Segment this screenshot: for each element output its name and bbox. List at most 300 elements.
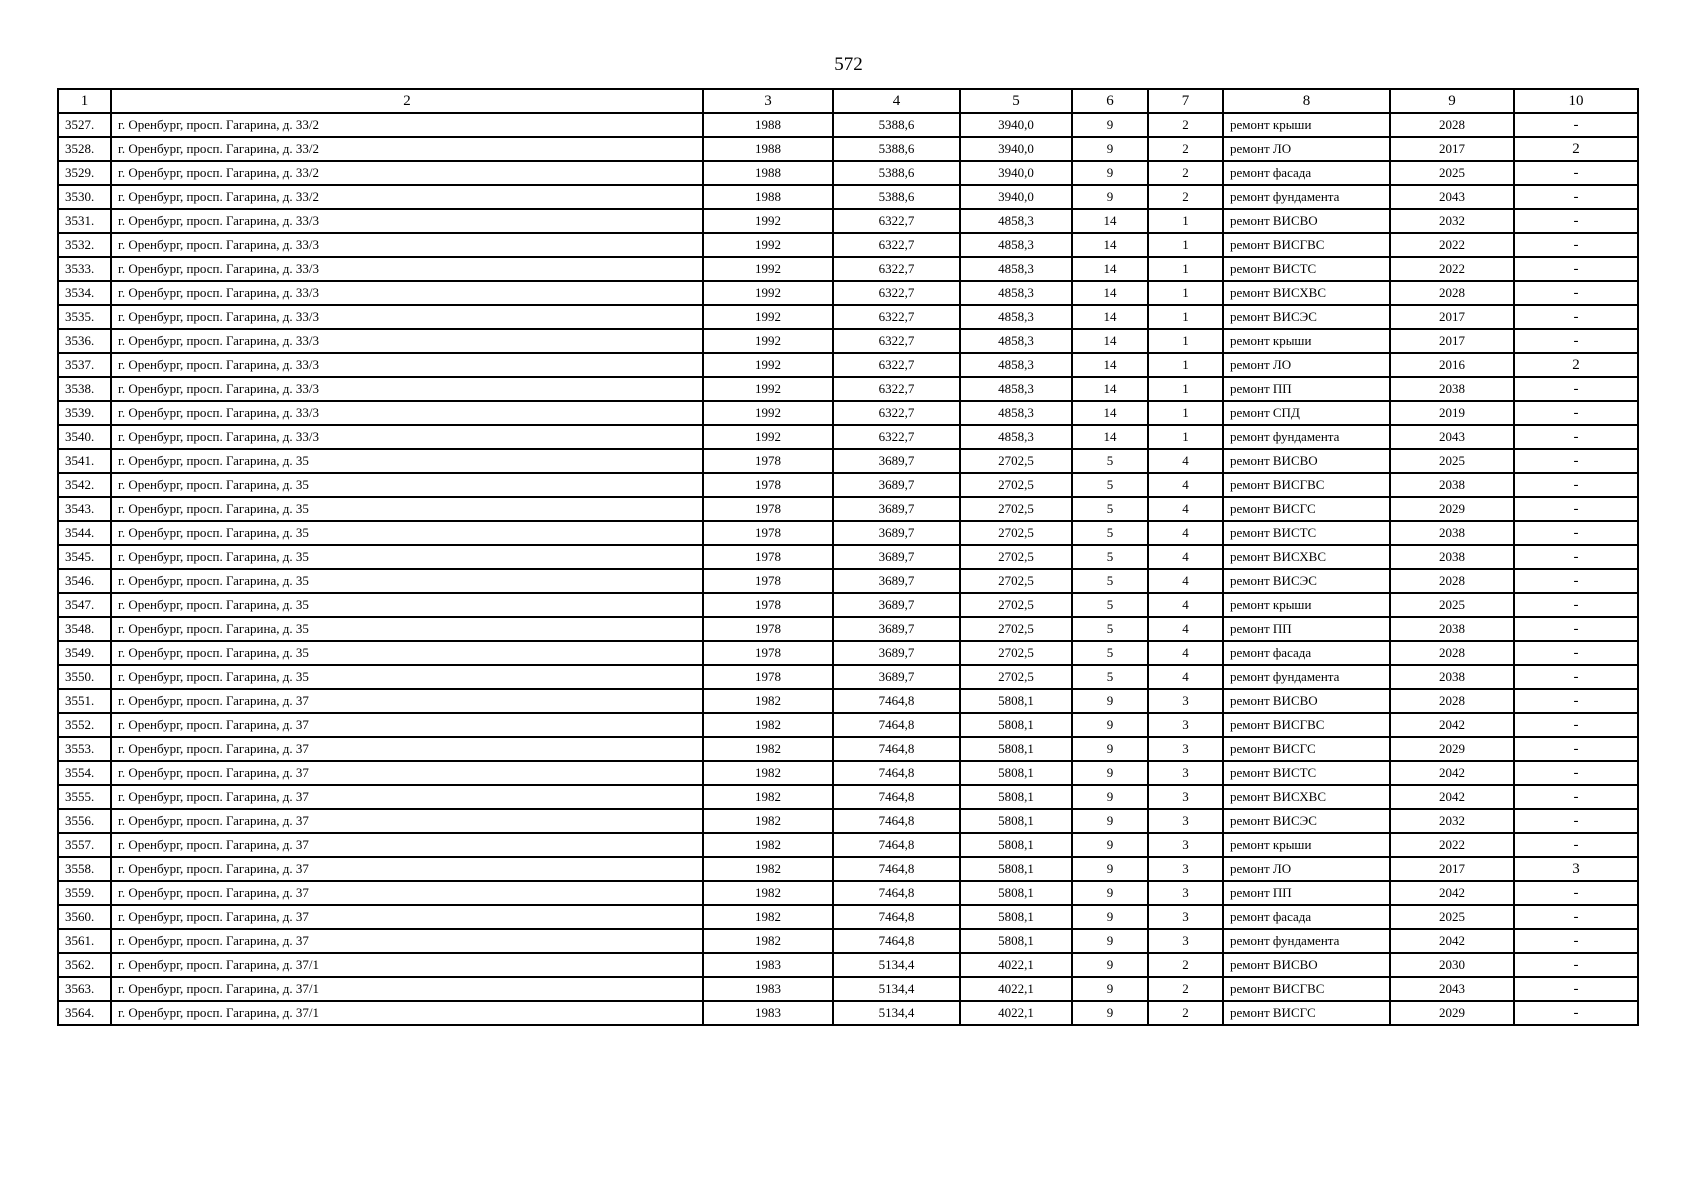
year-cell: 1992 (703, 209, 833, 233)
entrances-cell: 2 (1148, 185, 1223, 209)
table-row (58, 905, 1638, 929)
address-cell: г. Оренбург, просп. Гагарина, д. 35 (111, 497, 703, 521)
living-area-cell: 4022,1 (960, 1001, 1072, 1025)
entrances-cell: 1 (1148, 425, 1223, 449)
address-cell: г. Оренбург, просп. Гагарина, д. 33/3 (111, 353, 703, 377)
row-number-cell: 3560. (58, 905, 111, 929)
table-row (58, 929, 1638, 953)
total-area-cell: 7464,8 (833, 857, 960, 881)
address-cell: г. Оренбург, просп. Гагарина, д. 37/1 (111, 977, 703, 1001)
work-type-cell: ремонт крыши (1223, 833, 1390, 857)
entrances-cell: 3 (1148, 881, 1223, 905)
entrances-cell: 1 (1148, 329, 1223, 353)
floors-cell: 9 (1072, 1001, 1148, 1025)
work-type-cell: ремонт ВИСТС (1223, 761, 1390, 785)
column-10-cell: - (1514, 713, 1638, 737)
work-type-cell: ремонт ВИСХВС (1223, 545, 1390, 569)
living-area-cell: 5808,1 (960, 737, 1072, 761)
planned-year-cell: 2017 (1390, 305, 1514, 329)
column-10-cell: - (1514, 233, 1638, 257)
table-row (58, 329, 1638, 353)
table-row (58, 569, 1638, 593)
address-cell: г. Оренбург, просп. Гагарина, д. 35 (111, 617, 703, 641)
column-10-cell: 3 (1514, 857, 1638, 881)
column-header: 5 (960, 89, 1072, 113)
address-cell: г. Оренбург, просп. Гагарина, д. 33/3 (111, 329, 703, 353)
floors-cell: 14 (1072, 305, 1148, 329)
table-row (58, 593, 1638, 617)
living-area-cell: 4858,3 (960, 425, 1072, 449)
floors-cell: 9 (1072, 689, 1148, 713)
address-cell: г. Оренбург, просп. Гагарина, д. 37 (111, 929, 703, 953)
row-number-cell: 3557. (58, 833, 111, 857)
row-number-cell: 3534. (58, 281, 111, 305)
living-area-cell: 2702,5 (960, 641, 1072, 665)
living-area-cell: 4858,3 (960, 305, 1072, 329)
table-row (58, 401, 1638, 425)
floors-cell: 14 (1072, 281, 1148, 305)
planned-year-cell: 2042 (1390, 785, 1514, 809)
column-header: 6 (1072, 89, 1148, 113)
floors-cell: 14 (1072, 425, 1148, 449)
floors-cell: 9 (1072, 929, 1148, 953)
column-10-cell: 2 (1514, 353, 1638, 377)
living-area-cell: 4858,3 (960, 329, 1072, 353)
entrances-cell: 2 (1148, 137, 1223, 161)
address-cell: г. Оренбург, просп. Гагарина, д. 35 (111, 593, 703, 617)
floors-cell: 9 (1072, 857, 1148, 881)
column-header: 1 (58, 89, 111, 113)
column-10-cell: - (1514, 305, 1638, 329)
column-10-cell: - (1514, 593, 1638, 617)
column-10-cell: - (1514, 545, 1638, 569)
living-area-cell: 4858,3 (960, 281, 1072, 305)
entrances-cell: 3 (1148, 761, 1223, 785)
entrances-cell: 1 (1148, 257, 1223, 281)
column-10-cell: - (1514, 473, 1638, 497)
address-cell: г. Оренбург, просп. Гагарина, д. 33/2 (111, 185, 703, 209)
table-row (58, 497, 1638, 521)
year-cell: 1992 (703, 257, 833, 281)
floors-cell: 9 (1072, 881, 1148, 905)
year-cell: 1978 (703, 641, 833, 665)
entrances-cell: 1 (1148, 281, 1223, 305)
address-cell: г. Оренбург, просп. Гагарина, д. 37 (111, 881, 703, 905)
work-type-cell: ремонт фундамента (1223, 929, 1390, 953)
total-area-cell: 7464,8 (833, 929, 960, 953)
address-cell: г. Оренбург, просп. Гагарина, д. 33/2 (111, 137, 703, 161)
total-area-cell: 6322,7 (833, 257, 960, 281)
work-type-cell: ремонт ВИСЭС (1223, 569, 1390, 593)
floors-cell: 14 (1072, 377, 1148, 401)
column-10-cell: - (1514, 425, 1638, 449)
address-cell: г. Оренбург, просп. Гагарина, д. 35 (111, 473, 703, 497)
row-number-cell: 3547. (58, 593, 111, 617)
row-number-cell: 3551. (58, 689, 111, 713)
planned-year-cell: 2028 (1390, 569, 1514, 593)
table-row (58, 641, 1638, 665)
work-type-cell: ремонт фундамента (1223, 425, 1390, 449)
entrances-cell: 3 (1148, 713, 1223, 737)
living-area-cell: 2702,5 (960, 497, 1072, 521)
living-area-cell: 4022,1 (960, 977, 1072, 1001)
address-cell: г. Оренбург, просп. Гагарина, д. 33/3 (111, 233, 703, 257)
table-row (58, 1001, 1638, 1025)
year-cell: 1978 (703, 497, 833, 521)
row-number-cell: 3540. (58, 425, 111, 449)
row-number-cell: 3554. (58, 761, 111, 785)
column-10-cell: - (1514, 665, 1638, 689)
work-type-cell: ремонт ПП (1223, 377, 1390, 401)
address-cell: г. Оренбург, просп. Гагарина, д. 35 (111, 665, 703, 689)
year-cell: 1978 (703, 521, 833, 545)
table-row (58, 953, 1638, 977)
living-area-cell: 5808,1 (960, 929, 1072, 953)
address-cell: г. Оренбург, просп. Гагарина, д. 33/3 (111, 305, 703, 329)
planned-year-cell: 2028 (1390, 689, 1514, 713)
row-number-cell: 3530. (58, 185, 111, 209)
entrances-cell: 4 (1148, 665, 1223, 689)
living-area-cell: 5808,1 (960, 905, 1072, 929)
entrances-cell: 3 (1148, 833, 1223, 857)
planned-year-cell: 2042 (1390, 761, 1514, 785)
work-type-cell: ремонт фасада (1223, 905, 1390, 929)
year-cell: 1992 (703, 305, 833, 329)
year-cell: 1982 (703, 905, 833, 929)
column-10-cell: - (1514, 497, 1638, 521)
row-number-cell: 3562. (58, 953, 111, 977)
year-cell: 1978 (703, 569, 833, 593)
planned-year-cell: 2043 (1390, 977, 1514, 1001)
year-cell: 1982 (703, 785, 833, 809)
living-area-cell: 2702,5 (960, 449, 1072, 473)
row-number-cell: 3535. (58, 305, 111, 329)
planned-year-cell: 2028 (1390, 113, 1514, 137)
living-area-cell: 5808,1 (960, 713, 1072, 737)
table-row (58, 545, 1638, 569)
address-cell: г. Оренбург, просп. Гагарина, д. 37 (111, 905, 703, 929)
address-cell: г. Оренбург, просп. Гагарина, д. 35 (111, 545, 703, 569)
column-10-cell: - (1514, 113, 1638, 137)
row-number-cell: 3553. (58, 737, 111, 761)
living-area-cell: 5808,1 (960, 809, 1072, 833)
living-area-cell: 2702,5 (960, 665, 1072, 689)
year-cell: 1978 (703, 473, 833, 497)
year-cell: 1982 (703, 833, 833, 857)
total-area-cell: 6322,7 (833, 329, 960, 353)
row-number-cell: 3544. (58, 521, 111, 545)
planned-year-cell: 2043 (1390, 425, 1514, 449)
year-cell: 1982 (703, 689, 833, 713)
table-row (58, 665, 1638, 689)
floors-cell: 9 (1072, 977, 1148, 1001)
planned-year-cell: 2022 (1390, 257, 1514, 281)
column-10-cell: - (1514, 785, 1638, 809)
address-cell: г. Оренбург, просп. Гагарина, д. 37 (111, 809, 703, 833)
address-cell: г. Оренбург, просп. Гагарина, д. 37 (111, 857, 703, 881)
table-row (58, 209, 1638, 233)
column-header: 7 (1148, 89, 1223, 113)
entrances-cell: 1 (1148, 401, 1223, 425)
year-cell: 1982 (703, 881, 833, 905)
work-type-cell: ремонт ВИСТС (1223, 257, 1390, 281)
table-row (58, 257, 1638, 281)
planned-year-cell: 2028 (1390, 281, 1514, 305)
address-cell: г. Оренбург, просп. Гагарина, д. 33/3 (111, 209, 703, 233)
living-area-cell: 4022,1 (960, 953, 1072, 977)
entrances-cell: 3 (1148, 905, 1223, 929)
entrances-cell: 4 (1148, 473, 1223, 497)
floors-cell: 14 (1072, 401, 1148, 425)
row-number-cell: 3537. (58, 353, 111, 377)
row-number-cell: 3539. (58, 401, 111, 425)
year-cell: 1992 (703, 281, 833, 305)
total-area-cell: 7464,8 (833, 713, 960, 737)
total-area-cell: 3689,7 (833, 641, 960, 665)
column-header: 4 (833, 89, 960, 113)
entrances-cell: 2 (1148, 953, 1223, 977)
work-type-cell: ремонт ПП (1223, 881, 1390, 905)
address-cell: г. Оренбург, просп. Гагарина, д. 35 (111, 641, 703, 665)
year-cell: 1978 (703, 593, 833, 617)
total-area-cell: 3689,7 (833, 473, 960, 497)
table-row (58, 161, 1638, 185)
column-10-cell: - (1514, 929, 1638, 953)
row-number-cell: 3529. (58, 161, 111, 185)
table-row (58, 113, 1638, 137)
row-number-cell: 3545. (58, 545, 111, 569)
floors-cell: 9 (1072, 737, 1148, 761)
entrances-cell: 4 (1148, 641, 1223, 665)
total-area-cell: 5388,6 (833, 185, 960, 209)
planned-year-cell: 2038 (1390, 473, 1514, 497)
planned-year-cell: 2042 (1390, 881, 1514, 905)
total-area-cell: 7464,8 (833, 785, 960, 809)
year-cell: 1988 (703, 161, 833, 185)
address-cell: г. Оренбург, просп. Гагарина, д. 35 (111, 449, 703, 473)
total-area-cell: 6322,7 (833, 377, 960, 401)
year-cell: 1992 (703, 425, 833, 449)
row-number-cell: 3533. (58, 257, 111, 281)
floors-cell: 9 (1072, 953, 1148, 977)
floors-cell: 9 (1072, 905, 1148, 929)
total-area-cell: 6322,7 (833, 209, 960, 233)
column-10-cell: - (1514, 521, 1638, 545)
year-cell: 1978 (703, 449, 833, 473)
floors-cell: 5 (1072, 569, 1148, 593)
year-cell: 1983 (703, 977, 833, 1001)
column-10-cell: - (1514, 161, 1638, 185)
planned-year-cell: 2038 (1390, 377, 1514, 401)
total-area-cell: 7464,8 (833, 761, 960, 785)
total-area-cell: 7464,8 (833, 833, 960, 857)
table-row (58, 761, 1638, 785)
year-cell: 1992 (703, 329, 833, 353)
living-area-cell: 5808,1 (960, 833, 1072, 857)
work-type-cell: ремонт крыши (1223, 329, 1390, 353)
row-number-cell: 3548. (58, 617, 111, 641)
planned-year-cell: 2022 (1390, 833, 1514, 857)
floors-cell: 5 (1072, 449, 1148, 473)
floors-cell: 14 (1072, 257, 1148, 281)
table-row (58, 617, 1638, 641)
column-10-cell: - (1514, 905, 1638, 929)
total-area-cell: 7464,8 (833, 809, 960, 833)
living-area-cell: 3940,0 (960, 161, 1072, 185)
planned-year-cell: 2042 (1390, 713, 1514, 737)
table-row (58, 713, 1638, 737)
row-number-cell: 3552. (58, 713, 111, 737)
total-area-cell: 6322,7 (833, 353, 960, 377)
column-header: 10 (1514, 89, 1638, 113)
entrances-cell: 3 (1148, 785, 1223, 809)
capital-repair-table (57, 88, 1639, 1026)
column-10-cell: 2 (1514, 137, 1638, 161)
planned-year-cell: 2025 (1390, 161, 1514, 185)
floors-cell: 5 (1072, 497, 1148, 521)
work-type-cell: ремонт фасада (1223, 641, 1390, 665)
column-10-cell: - (1514, 569, 1638, 593)
address-cell: г. Оренбург, просп. Гагарина, д. 33/3 (111, 281, 703, 305)
total-area-cell: 3689,7 (833, 665, 960, 689)
planned-year-cell: 2043 (1390, 185, 1514, 209)
table-row (58, 977, 1638, 1001)
year-cell: 1978 (703, 617, 833, 641)
living-area-cell: 2702,5 (960, 473, 1072, 497)
entrances-cell: 4 (1148, 497, 1223, 521)
row-number-cell: 3556. (58, 809, 111, 833)
row-number-cell: 3538. (58, 377, 111, 401)
total-area-cell: 5388,6 (833, 137, 960, 161)
entrances-cell: 1 (1148, 377, 1223, 401)
work-type-cell: ремонт ВИСГВС (1223, 473, 1390, 497)
column-10-cell: - (1514, 329, 1638, 353)
address-cell: г. Оренбург, просп. Гагарина, д. 33/3 (111, 425, 703, 449)
table-row (58, 305, 1638, 329)
column-header: 9 (1390, 89, 1514, 113)
column-10-cell: - (1514, 809, 1638, 833)
work-type-cell: ремонт фасада (1223, 161, 1390, 185)
table-row (58, 449, 1638, 473)
year-cell: 1992 (703, 377, 833, 401)
column-header: 2 (111, 89, 703, 113)
work-type-cell: ремонт ЛО (1223, 353, 1390, 377)
column-10-cell: - (1514, 617, 1638, 641)
floors-cell: 14 (1072, 329, 1148, 353)
living-area-cell: 4858,3 (960, 353, 1072, 377)
floors-cell: 9 (1072, 761, 1148, 785)
year-cell: 1992 (703, 233, 833, 257)
work-type-cell: ремонт ВИСГВС (1223, 713, 1390, 737)
column-10-cell: - (1514, 281, 1638, 305)
table-row (58, 425, 1638, 449)
table-row (58, 233, 1638, 257)
row-number-cell: 3528. (58, 137, 111, 161)
floors-cell: 5 (1072, 545, 1148, 569)
total-area-cell: 6322,7 (833, 401, 960, 425)
address-cell: г. Оренбург, просп. Гагарина, д. 33/3 (111, 377, 703, 401)
table-row (58, 473, 1638, 497)
year-cell: 1988 (703, 185, 833, 209)
floors-cell: 9 (1072, 833, 1148, 857)
work-type-cell: ремонт ВИСВО (1223, 689, 1390, 713)
page-number: 572 (834, 54, 863, 75)
total-area-cell: 3689,7 (833, 617, 960, 641)
header-row (58, 89, 1638, 113)
table-row (58, 353, 1638, 377)
column-10-cell: - (1514, 689, 1638, 713)
total-area-cell: 6322,7 (833, 305, 960, 329)
row-number-cell: 3564. (58, 1001, 111, 1025)
row-number-cell: 3531. (58, 209, 111, 233)
work-type-cell: ремонт ВИСГС (1223, 1001, 1390, 1025)
planned-year-cell: 2029 (1390, 737, 1514, 761)
entrances-cell: 1 (1148, 233, 1223, 257)
planned-year-cell: 2038 (1390, 521, 1514, 545)
floors-cell: 9 (1072, 161, 1148, 185)
year-cell: 1982 (703, 761, 833, 785)
living-area-cell: 4858,3 (960, 233, 1072, 257)
row-number-cell: 3558. (58, 857, 111, 881)
address-cell: г. Оренбург, просп. Гагарина, д. 37 (111, 785, 703, 809)
planned-year-cell: 2032 (1390, 209, 1514, 233)
table-row (58, 833, 1638, 857)
row-number-cell: 3546. (58, 569, 111, 593)
year-cell: 1983 (703, 1001, 833, 1025)
work-type-cell: ремонт ВИСВО (1223, 449, 1390, 473)
table-row (58, 137, 1638, 161)
row-number-cell: 3543. (58, 497, 111, 521)
total-area-cell: 5134,4 (833, 1001, 960, 1025)
entrances-cell: 3 (1148, 689, 1223, 713)
total-area-cell: 6322,7 (833, 233, 960, 257)
total-area-cell: 7464,8 (833, 881, 960, 905)
floors-cell: 14 (1072, 209, 1148, 233)
address-cell: г. Оренбург, просп. Гагарина, д. 35 (111, 569, 703, 593)
planned-year-cell: 2022 (1390, 233, 1514, 257)
table-row (58, 377, 1638, 401)
living-area-cell: 3940,0 (960, 113, 1072, 137)
row-number-cell: 3563. (58, 977, 111, 1001)
entrances-cell: 4 (1148, 449, 1223, 473)
entrances-cell: 2 (1148, 161, 1223, 185)
column-10-cell: - (1514, 761, 1638, 785)
row-number-cell: 3527. (58, 113, 111, 137)
year-cell: 1978 (703, 665, 833, 689)
year-cell: 1982 (703, 809, 833, 833)
column-10-cell: - (1514, 449, 1638, 473)
planned-year-cell: 2017 (1390, 857, 1514, 881)
year-cell: 1992 (703, 353, 833, 377)
living-area-cell: 4858,3 (960, 377, 1072, 401)
entrances-cell: 4 (1148, 545, 1223, 569)
floors-cell: 9 (1072, 809, 1148, 833)
entrances-cell: 4 (1148, 569, 1223, 593)
entrances-cell: 1 (1148, 209, 1223, 233)
table-row (58, 689, 1638, 713)
living-area-cell: 2702,5 (960, 593, 1072, 617)
entrances-cell: 1 (1148, 353, 1223, 377)
floors-cell: 5 (1072, 617, 1148, 641)
entrances-cell: 3 (1148, 737, 1223, 761)
work-type-cell: ремонт крыши (1223, 113, 1390, 137)
floors-cell: 5 (1072, 641, 1148, 665)
living-area-cell: 5808,1 (960, 785, 1072, 809)
planned-year-cell: 2025 (1390, 905, 1514, 929)
row-number-cell: 3561. (58, 929, 111, 953)
floors-cell: 9 (1072, 785, 1148, 809)
work-type-cell: ремонт ВИСГВС (1223, 233, 1390, 257)
